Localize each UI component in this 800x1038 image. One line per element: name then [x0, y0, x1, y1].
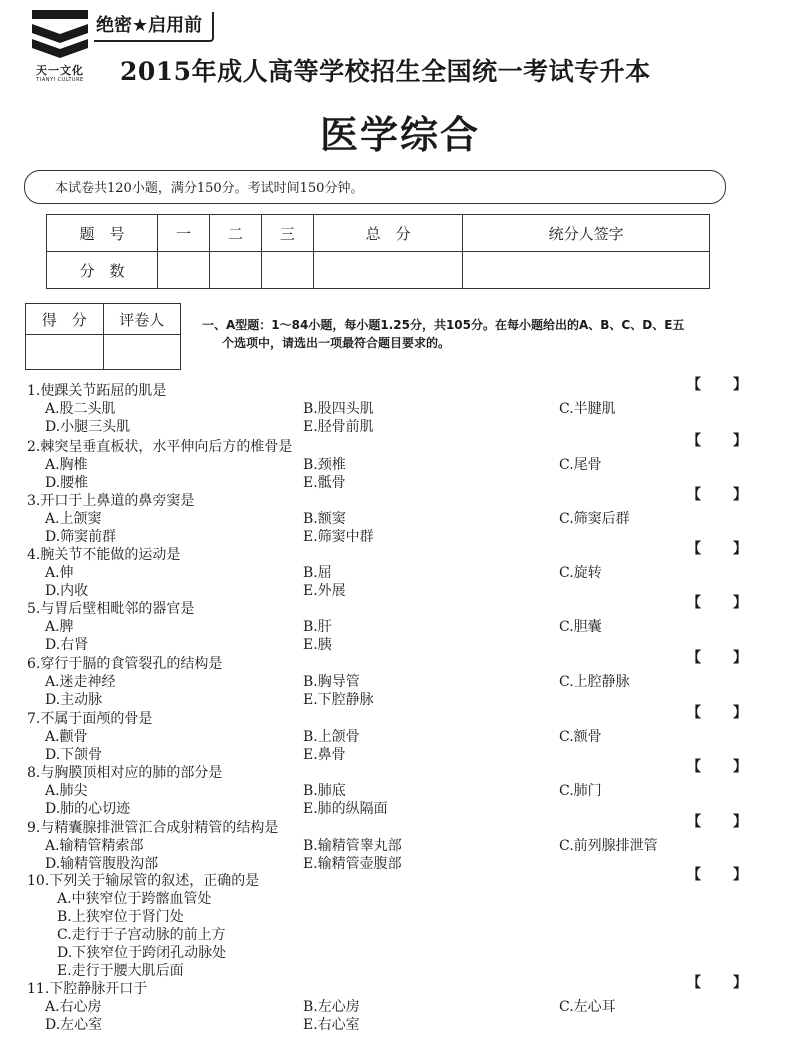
answer-option: A.脾 — [45, 619, 74, 635]
answer-option: B.上狭窄位于肾门处 — [57, 909, 184, 925]
answer-option: B.输精管睾丸部 — [303, 838, 402, 854]
question-stem: 4.腕关节不能做的运动是 — [27, 547, 181, 563]
grader-score-label: 得 分 — [26, 304, 104, 335]
bracket-open: 【 — [687, 867, 701, 883]
score-header-cell: 三 — [261, 215, 313, 252]
bracket-close: 】 — [733, 650, 747, 666]
answer-option: E.胫骨前肌 — [303, 419, 374, 435]
logo-name: 天一文化 — [36, 64, 84, 77]
answer-option: E.输精管壶腹部 — [303, 856, 402, 872]
bracket-open: 【 — [687, 487, 701, 503]
answer-option: A.右心房 — [45, 999, 102, 1015]
answer-option: D.主动脉 — [45, 692, 103, 708]
answer-option: B.额窦 — [303, 511, 346, 527]
bracket-close: 】 — [733, 975, 747, 991]
bracket-close: 】 — [733, 487, 747, 503]
answer-option: B.屈 — [303, 565, 332, 581]
question-stem: 9.与精囊腺排泄管汇合成射精管的结构是 — [27, 820, 279, 836]
bracket-open: 【 — [687, 975, 701, 991]
bracket-open: 【 — [687, 377, 701, 393]
question-stem: 6.穿行于膈的食管裂孔的结构是 — [27, 656, 223, 672]
score-header-cell: 二 — [209, 215, 261, 252]
answer-option: B.胸导管 — [303, 674, 360, 690]
chevron-logo-icon — [30, 8, 90, 62]
exam-notice-text: 本试卷共120小题，满分150分。考试时间150分钟。 — [55, 181, 364, 196]
question-stem: 11.下腔静脉开口于 — [27, 981, 148, 997]
answer-option: B.左心房 — [303, 999, 360, 1015]
publisher-logo — [30, 8, 90, 86]
answer-option: A.中狭窄位于跨髂血管处 — [57, 891, 212, 907]
answer-option: A.肺尖 — [45, 783, 88, 799]
exam-notice-box — [24, 170, 726, 204]
answer-option: B.肺底 — [303, 783, 346, 799]
score-cell[interactable] — [209, 252, 261, 289]
score-cell[interactable] — [313, 252, 462, 289]
score-row-label: 分 数 — [47, 252, 158, 289]
section-instructions-line: 一、A型题：1～84小题，每小题1.25分，共105分。在每小题给出的A、B、C、D、E五 — [202, 318, 685, 332]
answer-option: A.迷走神经 — [45, 674, 116, 690]
section-instructions — [202, 316, 762, 352]
answer-option: C.筛窦后群 — [559, 511, 630, 527]
score-header-cell: 一 — [158, 215, 210, 252]
grader-name-label: 评卷人 — [103, 304, 181, 335]
answer-option: B.上颌骨 — [303, 729, 360, 745]
bracket-open: 【 — [687, 433, 701, 449]
question-stem: 3.开口于上鼻道的鼻旁窦是 — [27, 493, 195, 509]
score-table-header-row — [47, 215, 710, 252]
question-stem: 1.使踝关节跖屈的肌是 — [27, 383, 167, 399]
answer-option: D.肺的心切迹 — [45, 801, 131, 817]
answer-option: E.外展 — [303, 583, 346, 599]
answer-option: D.下颌骨 — [45, 747, 103, 763]
answer-option: C.旋转 — [559, 565, 602, 581]
subject-title: 医学综合 — [319, 113, 480, 157]
answer-option: C.走行于子宫动脉的前上方 — [57, 927, 226, 943]
logo-subtitle: TIANYI CULTURE — [36, 77, 84, 83]
bracket-open: 【 — [687, 814, 701, 830]
answer-option: E.走行于腰大肌后面 — [57, 963, 184, 979]
answer-option: A.胸椎 — [45, 457, 88, 473]
score-cell[interactable] — [463, 252, 710, 289]
answer-option: E.肺的纵隔面 — [303, 801, 388, 817]
answer-option: A.上颌窦 — [45, 511, 102, 527]
answer-option: A.股二头肌 — [45, 401, 116, 417]
bracket-open: 【 — [687, 759, 701, 775]
score-header-cell: 统分人签字 — [463, 215, 710, 252]
bracket-close: 】 — [733, 377, 747, 393]
score-cell[interactable] — [158, 252, 210, 289]
answer-option: C.左心耳 — [559, 999, 616, 1015]
answer-option: A.颧骨 — [45, 729, 88, 745]
answer-option: C.尾骨 — [559, 457, 602, 473]
answer-option: A.输精管精索部 — [45, 838, 144, 854]
answer-option: D.下狭窄位于跨闭孔动脉处 — [57, 945, 227, 961]
answer-option: E.下腔静脉 — [303, 692, 374, 708]
answer-option: D.筛窦前群 — [45, 529, 117, 545]
answer-option: D.输精管腹股沟部 — [45, 856, 159, 872]
question-stem: 8.与胸膜顶相对应的肺的部分是 — [27, 765, 223, 781]
answer-option: E.鼻骨 — [303, 747, 346, 763]
score-cell[interactable] — [261, 252, 313, 289]
section-instructions-line: 个选项中，请选出一项最符合题目要求的。 — [222, 336, 451, 350]
bracket-open: 【 — [687, 541, 701, 557]
answer-option: E.筛窦中群 — [303, 529, 374, 545]
exam-title: 2015年成人高等学校招生全国统一考试专升本 — [120, 57, 651, 86]
bracket-close: 】 — [733, 759, 747, 775]
answer-option: D.小腿三头肌 — [45, 419, 131, 435]
answer-option: D.内收 — [45, 583, 89, 599]
answer-option: C.半腱肌 — [559, 401, 616, 417]
question-stem: 10.下列关于输尿管的叙述，正确的是 — [27, 873, 260, 889]
answer-option: E.骶骨 — [303, 475, 346, 491]
score-table-score-row — [47, 252, 710, 289]
bracket-close: 】 — [733, 867, 747, 883]
score-table — [46, 214, 710, 289]
answer-option: D.右肾 — [45, 637, 89, 653]
bracket-open: 【 — [687, 595, 701, 611]
bracket-open: 【 — [687, 650, 701, 666]
answer-option: B.肝 — [303, 619, 332, 635]
bracket-close: 】 — [733, 541, 747, 557]
question-stem: 5.与胃后壁相毗邻的器官是 — [27, 601, 195, 617]
answer-option: E.胰 — [303, 637, 332, 653]
grader-table — [25, 303, 181, 370]
question-stem: 2.棘突呈垂直板状，水平伸向后方的椎骨是 — [27, 439, 293, 455]
score-header-cell: 总 分 — [313, 215, 462, 252]
bracket-close: 】 — [733, 433, 747, 449]
answer-option: C.前列腺排泄管 — [559, 838, 658, 854]
grader-name-cell[interactable] — [103, 335, 181, 370]
bracket-close: 】 — [733, 705, 747, 721]
bracket-close: 】 — [733, 595, 747, 611]
secret-label: 绝密★启用前 — [94, 12, 214, 42]
answer-option: B.股四头肌 — [303, 401, 374, 417]
answer-option: E.右心室 — [303, 1017, 360, 1033]
answer-option: C.上腔静脉 — [559, 674, 630, 690]
answer-option: C.肺门 — [559, 783, 602, 799]
bracket-close: 】 — [733, 814, 747, 830]
answer-option: C.胆囊 — [559, 619, 602, 635]
answer-option: D.左心室 — [45, 1017, 103, 1033]
answer-option: A.伸 — [45, 565, 74, 581]
bracket-open: 【 — [687, 705, 701, 721]
score-header-cell: 题 号 — [47, 215, 158, 252]
answer-option: B.颈椎 — [303, 457, 346, 473]
answer-option: D.腰椎 — [45, 475, 89, 491]
answer-option: C.额骨 — [559, 729, 602, 745]
question-stem: 7.不属于面颅的骨是 — [27, 711, 153, 727]
grader-score-cell[interactable] — [26, 335, 104, 370]
